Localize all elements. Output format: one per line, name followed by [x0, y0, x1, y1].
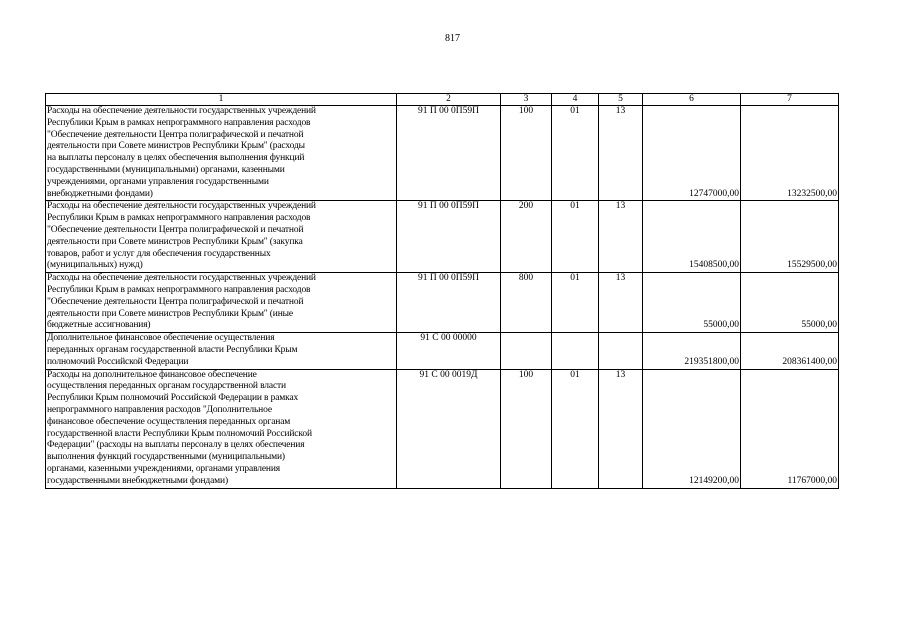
section-cell	[552, 333, 599, 369]
description-cell	[46, 201, 397, 273]
header-cell: 5	[599, 94, 643, 106]
description-line: (муниципальных) нужд)	[47, 260, 143, 271]
description-cell	[46, 369, 397, 488]
description-line: государственной власти Республики Крым полномочий Российской	[47, 428, 312, 439]
section-cell: 01	[552, 273, 599, 333]
amount-year2-cell: 55000,00	[741, 273, 839, 333]
header-cell: 6	[643, 94, 741, 106]
description-cell	[46, 106, 397, 201]
description-line: государственными внебюджетными фондами)	[47, 475, 228, 486]
section-cell: 01	[552, 106, 599, 201]
amount-year2-cell: 13232500,00	[741, 106, 839, 201]
table-row	[46, 273, 839, 333]
description-line: товаров, работ и услуг для обеспечения государственных	[47, 248, 271, 259]
table-row	[46, 106, 839, 201]
header-row	[46, 94, 839, 106]
target-article-cell: 91 П 00 0П59П	[397, 273, 501, 333]
description-line: бюджетные ассигнования)	[47, 320, 151, 331]
description-line: финансовое обеспечение осуществления переданных органам	[47, 416, 291, 427]
description-line: Расходы на обеспечение деятельности государственных учреждений	[47, 273, 316, 284]
target-article-cell: 91 С 00 00000	[397, 333, 501, 369]
header-cell: 7	[741, 94, 839, 106]
description-cell	[46, 273, 397, 333]
subsection-cell: 13	[599, 273, 643, 333]
expense-type-cell	[501, 333, 552, 369]
amount-year2-cell: 15529500,00	[741, 201, 839, 273]
target-article-cell: 91 П 00 0П59П	[397, 106, 501, 201]
description-line: осуществления переданных органам государственной власти	[47, 381, 286, 392]
table-body	[46, 94, 839, 489]
subsection-cell: 13	[599, 106, 643, 201]
description-line: непрограммного направления расходов "Дополнительное	[47, 404, 272, 415]
description-line: Дополнительное финансовое обеспечение осуществления	[47, 333, 275, 344]
table-row	[46, 201, 839, 273]
target-article-cell: 91 П 00 0П59П	[397, 201, 501, 273]
amount-year1-cell: 12747000,00	[643, 106, 741, 201]
header-cell: 4	[552, 94, 599, 106]
description-line: Республики Крым в рамках непрограммного направления расходов	[47, 117, 311, 128]
amount-year2-cell: 11767000,00	[741, 369, 839, 488]
description-line: Республики Крым в рамках непрограммного направления расходов	[47, 213, 311, 224]
expense-type-cell: 100	[501, 369, 552, 488]
expense-type-cell: 200	[501, 201, 552, 273]
description-line: "Обеспечение деятельности Центра полиграфической и печатной	[47, 296, 304, 307]
description-line: "Обеспечение деятельности Центра полиграфической и печатной	[47, 129, 304, 140]
description-line: Расходы на дополнительное финансовое обеспечение	[47, 369, 257, 380]
description-line: "Обеспечение деятельности Центра полиграфической и печатной	[47, 224, 304, 235]
description-line: деятельности при Совете министров Республики Крым" (расходы	[47, 141, 305, 152]
description-cell	[46, 333, 397, 369]
subsection-cell: 13	[599, 201, 643, 273]
description-line: Расходы на обеспечение деятельности государственных учреждений	[47, 106, 316, 116]
description-line: Расходы на обеспечение деятельности государственных учреждений	[47, 201, 316, 212]
subsection-cell	[599, 333, 643, 369]
description-line: деятельности при Совете министров Республики Крым" (иные	[47, 308, 293, 319]
description-line: выполнения функций государственными (муниципальными)	[47, 452, 285, 463]
amount-year2-cell: 208361400,00	[741, 333, 839, 369]
header-cell: 3	[501, 94, 552, 106]
description-line: на выплаты персоналу в целях обеспечения выполнения функций	[47, 153, 305, 164]
description-line: учреждениями, органами управления государственными	[47, 176, 269, 187]
target-article-cell: 91 С 00 0019Д	[397, 369, 501, 488]
description-line: Республики Крым полномочий Российской Федерации в рамках	[47, 393, 299, 404]
description-line: государственными (муниципальными) органами, казенными	[47, 164, 285, 175]
description-line: деятельности при Совете министров Республики Крым" (закупка	[47, 236, 303, 247]
subsection-cell: 13	[599, 369, 643, 488]
description-line: Федерации" (расходы на выплаты персоналу в целях обеспечения	[47, 440, 305, 451]
table-row	[46, 333, 839, 369]
amount-year1-cell: 12149200,00	[643, 369, 741, 488]
section-cell: 01	[552, 369, 599, 488]
header-cell: 1	[46, 94, 397, 106]
description-line: внебюджетными фондами)	[47, 188, 153, 199]
table-row	[46, 369, 839, 488]
section-cell: 01	[552, 201, 599, 273]
page-number: 817	[445, 33, 460, 44]
description-line: Республики Крым в рамках непрограммного направления расходов	[47, 284, 311, 295]
budget-table	[45, 93, 839, 489]
amount-year1-cell: 55000,00	[643, 273, 741, 333]
amount-year1-cell: 15408500,00	[643, 201, 741, 273]
description-line: переданных органам государственной власти Республики Крым	[47, 344, 298, 355]
expense-type-cell: 800	[501, 273, 552, 333]
amount-year1-cell: 219351800,00	[643, 333, 741, 369]
description-line: органами, казенными учреждениями, органами управления	[47, 463, 281, 474]
description-line: полномочий Российской Федерации	[47, 356, 189, 367]
expense-type-cell: 100	[501, 106, 552, 201]
header-cell: 2	[397, 94, 501, 106]
